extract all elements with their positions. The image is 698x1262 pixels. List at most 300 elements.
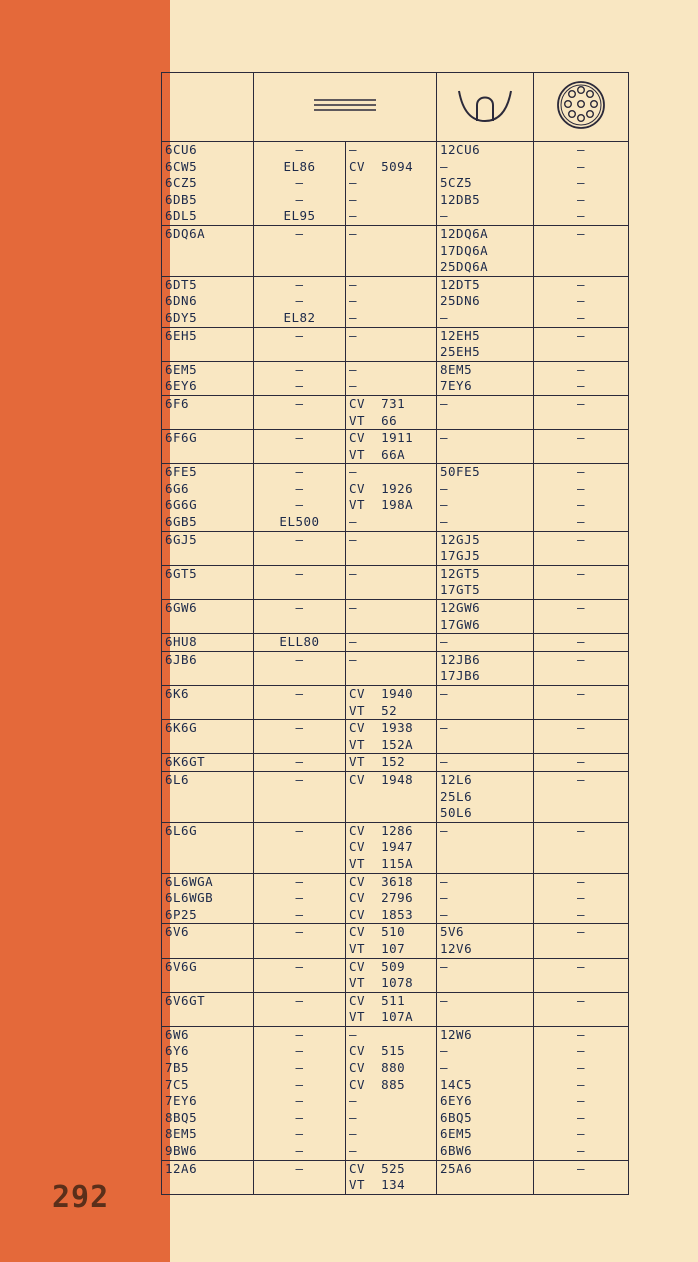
eu-equivalent-cell [254, 1026, 346, 1160]
cell-line: – [440, 208, 449, 224]
cell-line: 6L6WGB [165, 890, 214, 906]
cell-line: CV 1911 [349, 430, 414, 446]
cell-line: – [295, 225, 304, 241]
base-cell [534, 464, 629, 531]
cell-line: – [576, 309, 586, 325]
cell-line: 6L6 [165, 771, 190, 787]
cell-line: – [576, 600, 586, 616]
type-cell [162, 600, 254, 634]
cell-line: 9BW6 [165, 1143, 198, 1159]
cell-line: – [576, 158, 586, 174]
cell-line: – [295, 565, 304, 581]
cell-line: VT 152 [349, 754, 406, 770]
cell-line: – [576, 276, 586, 292]
us-equivalent-cell [437, 992, 534, 1026]
base-cell [534, 754, 629, 772]
tube-socket-icon [555, 79, 607, 131]
cell-line: – [295, 1160, 304, 1176]
table-row [162, 430, 629, 464]
cell-line: – [349, 634, 358, 650]
table-row [162, 464, 629, 531]
table-row [162, 225, 629, 276]
cell-line: – [295, 890, 304, 906]
cell-line: 6GW6 [165, 600, 198, 616]
cell-line: – [295, 600, 304, 616]
cell-line: – [576, 1043, 586, 1059]
type-cell [162, 634, 254, 652]
cell-line: – [576, 395, 586, 411]
cv-vt-cell [346, 686, 437, 720]
cell-line: 8EM5 [165, 1126, 198, 1142]
cell-line: – [576, 430, 586, 446]
cell-line: – [295, 175, 304, 191]
cell-line: 6BW6 [440, 1143, 473, 1159]
cell-line: 12JB6 [440, 651, 481, 667]
cell-line: – [295, 958, 304, 974]
cell-line: – [349, 600, 358, 616]
cell-line: – [295, 822, 304, 838]
cell-line: 6L6G [165, 822, 198, 838]
cv-vt-cell [346, 873, 437, 924]
cell-line: – [576, 175, 586, 191]
cell-line: – [295, 686, 304, 701]
cell-line: – [440, 906, 449, 922]
base-cell [534, 1026, 629, 1160]
cell-line: – [349, 651, 358, 667]
cell-line: – [576, 497, 586, 513]
base-cell [534, 720, 629, 754]
cell-line: 12DQ6A [440, 225, 489, 241]
cell-line: – [576, 142, 586, 157]
cell-line: VT 198A [349, 497, 414, 513]
cell-line: – [576, 1143, 586, 1159]
type-cell [162, 464, 254, 531]
cell-line: – [576, 906, 586, 922]
cell-line: – [295, 464, 304, 480]
cell-line: 17GJ5 [440, 548, 481, 564]
us-equivalent-cell [437, 395, 534, 429]
cell-line: 6F6 [165, 395, 190, 411]
cell-line: – [576, 327, 586, 343]
cell-line: CV 1948 [349, 771, 414, 787]
header-heater-cell [437, 73, 534, 142]
cell-line: – [576, 958, 586, 974]
cell-line: – [576, 480, 586, 496]
eu-equivalent-cell [254, 464, 346, 531]
table-row [162, 634, 629, 652]
base-cell [534, 531, 629, 565]
table-row [162, 771, 629, 822]
base-cell [534, 327, 629, 361]
table-row [162, 651, 629, 685]
cell-line: – [576, 822, 586, 838]
us-equivalent-cell [437, 686, 534, 720]
cell-line: – [576, 924, 586, 940]
cell-line: 6EM5 [165, 361, 198, 377]
cell-line: – [440, 720, 449, 736]
cell-line: 6G6G [165, 497, 198, 513]
us-equivalent-cell [437, 958, 534, 992]
cell-line: – [440, 395, 449, 411]
us-equivalent-cell [437, 873, 534, 924]
cell-line: 25A6 [440, 1160, 473, 1176]
cell-line: 5V6 [440, 924, 465, 940]
cell-line: 5CZ5 [440, 175, 473, 191]
cell-line: 25DQ6A [440, 259, 489, 275]
cell-line: VT 66A [349, 446, 406, 462]
cell-line: 7EY6 [440, 378, 473, 394]
cell-line: – [440, 686, 449, 701]
cell-line: 6Y6 [165, 1043, 190, 1059]
table-row [162, 531, 629, 565]
cv-vt-cell [346, 276, 437, 327]
type-cell [162, 1026, 254, 1160]
table-row [162, 361, 629, 395]
cell-line: – [576, 992, 586, 1008]
cell-line: – [349, 276, 358, 292]
cell-line: 17GW6 [440, 616, 481, 632]
cell-line: VT 115A [349, 855, 414, 871]
cell-line: – [440, 309, 449, 325]
cell-line: 6K6GT [165, 754, 206, 770]
type-cell [162, 430, 254, 464]
cell-line: – [295, 873, 304, 889]
cell-line: – [295, 1076, 304, 1092]
type-cell [162, 754, 254, 772]
cell-line: EL500 [279, 514, 320, 530]
cell-line: – [440, 992, 449, 1008]
base-cell [534, 958, 629, 992]
cell-line: – [295, 906, 304, 922]
base-cell [534, 430, 629, 464]
cell-line: CV 1853 [349, 906, 414, 922]
eu-equivalent-cell [254, 634, 346, 652]
type-cell [162, 924, 254, 958]
eu-equivalent-cell [254, 720, 346, 754]
cell-line: CV 510 [349, 924, 406, 940]
us-equivalent-cell [437, 276, 534, 327]
cell-line: – [576, 293, 586, 309]
cell-line: 6JB6 [165, 651, 198, 667]
eu-equivalent-cell [254, 225, 346, 276]
cell-line: CV 5094 [349, 158, 414, 174]
header-socket-cell [534, 73, 629, 142]
base-cell [534, 142, 629, 226]
cell-line: 12DB5 [440, 191, 481, 207]
cell-line: CV 880 [349, 1060, 406, 1076]
cell-line: – [440, 158, 449, 174]
cell-line: – [349, 1126, 358, 1142]
cv-vt-cell [346, 924, 437, 958]
eu-equivalent-cell [254, 327, 346, 361]
table-row [162, 142, 629, 226]
base-cell [534, 225, 629, 276]
us-equivalent-cell [437, 464, 534, 531]
table-row [162, 822, 629, 873]
cell-line: – [576, 531, 586, 547]
cell-line: VT 52 [349, 702, 398, 718]
us-equivalent-cell [437, 634, 534, 652]
cell-line: – [576, 1093, 586, 1109]
cell-line: 50L6 [440, 805, 473, 821]
cell-line: 50FE5 [440, 464, 481, 480]
cell-line: – [576, 1060, 586, 1076]
cell-line: CV 1286 [349, 822, 414, 838]
us-equivalent-cell [437, 924, 534, 958]
base-cell [534, 992, 629, 1026]
cell-line: – [349, 208, 358, 224]
cell-line: 12GW6 [440, 600, 481, 616]
cell-line: – [349, 225, 358, 241]
cell-line: – [576, 565, 586, 581]
cell-line: VT 134 [349, 1177, 406, 1193]
cell-line: – [440, 873, 449, 889]
cell-line: 6BQ5 [440, 1109, 473, 1125]
base-cell [534, 924, 629, 958]
cell-line: 6GT5 [165, 565, 198, 581]
cell-line: CV 511 [349, 992, 406, 1008]
us-equivalent-cell [437, 225, 534, 276]
cell-line: – [295, 1093, 304, 1109]
table-row [162, 276, 629, 327]
us-equivalent-cell [437, 600, 534, 634]
table-row [162, 873, 629, 924]
cell-line: – [349, 378, 358, 394]
cell-line: – [440, 890, 449, 906]
cv-vt-cell [346, 600, 437, 634]
cell-line: 12V6 [440, 940, 473, 956]
cell-line: – [576, 873, 586, 889]
type-cell [162, 531, 254, 565]
eu-equivalent-cell [254, 395, 346, 429]
eu-equivalent-cell [254, 992, 346, 1026]
cell-line: EL82 [283, 309, 316, 325]
type-cell [162, 1160, 254, 1194]
us-equivalent-cell [437, 565, 534, 599]
tube-heater-icon [455, 83, 515, 127]
eu-equivalent-cell [254, 565, 346, 599]
cv-vt-cell [346, 1026, 437, 1160]
cell-line: CV 2796 [349, 890, 414, 906]
cell-line: – [349, 514, 358, 530]
cv-vt-cell [346, 361, 437, 395]
cell-line: – [576, 1026, 586, 1042]
table-row [162, 1026, 629, 1160]
cell-line: – [349, 1026, 358, 1042]
cv-vt-cell [346, 958, 437, 992]
cell-line: 6V6G [165, 958, 198, 974]
us-equivalent-cell [437, 1026, 534, 1160]
cell-line: – [349, 293, 358, 309]
cell-line: 7C5 [165, 1076, 190, 1092]
type-cell [162, 720, 254, 754]
cell-line: – [576, 634, 586, 650]
base-cell [534, 361, 629, 395]
cell-line: 17JB6 [440, 668, 481, 684]
cell-line: – [295, 924, 304, 940]
cell-line: CV 1926 [349, 480, 414, 496]
type-cell [162, 958, 254, 992]
us-equivalent-cell [437, 822, 534, 873]
cell-line: – [349, 1143, 358, 1159]
table-row [162, 327, 629, 361]
eu-equivalent-cell [254, 924, 346, 958]
cell-line: 14C5 [440, 1076, 473, 1092]
base-cell [534, 1160, 629, 1194]
cell-line: – [349, 1093, 358, 1109]
base-cell [534, 651, 629, 685]
cell-line: CV 509 [349, 958, 406, 974]
cell-line: 6EY6 [165, 378, 198, 394]
table-row [162, 1160, 629, 1194]
type-cell [162, 276, 254, 327]
cell-line: – [295, 1026, 304, 1042]
cell-line: – [576, 771, 586, 787]
base-cell [534, 873, 629, 924]
type-cell [162, 395, 254, 429]
cell-line: 6V6 [165, 924, 190, 940]
type-cell [162, 771, 254, 822]
eu-equivalent-cell [254, 754, 346, 772]
cell-line: – [576, 720, 586, 736]
cell-line: 17GT5 [440, 582, 481, 598]
cell-line: – [440, 480, 449, 496]
cell-line: – [576, 1160, 586, 1176]
cell-line: – [576, 686, 586, 701]
cell-line: VT 107A [349, 1009, 414, 1025]
us-equivalent-cell [437, 1160, 534, 1194]
type-cell [162, 822, 254, 873]
cell-line: – [576, 514, 586, 530]
eu-equivalent-cell [254, 873, 346, 924]
cell-line: – [349, 309, 358, 325]
eu-equivalent-cell [254, 531, 346, 565]
cell-line: – [295, 1043, 304, 1059]
cell-line: 6G6 [165, 480, 190, 496]
us-equivalent-cell [437, 430, 534, 464]
cell-line: – [349, 175, 358, 191]
cell-line: – [295, 754, 304, 770]
cell-line: 6V6GT [165, 992, 206, 1008]
cell-line: EL95 [283, 208, 316, 224]
cell-line: – [440, 514, 449, 530]
cell-line: 6K6G [165, 720, 198, 736]
cv-vt-cell [346, 992, 437, 1026]
us-equivalent-cell [437, 327, 534, 361]
cell-line: – [576, 208, 586, 224]
cell-line: 6W6 [165, 1026, 190, 1042]
us-equivalent-cell [437, 361, 534, 395]
cell-line: – [295, 1126, 304, 1142]
cell-line: – [576, 1126, 586, 1142]
table-row [162, 565, 629, 599]
cell-line: – [576, 1076, 586, 1092]
cell-line: 6DN6 [165, 293, 198, 309]
cell-line: 6DT5 [165, 276, 198, 292]
cell-line: – [576, 754, 586, 770]
cv-vt-cell [346, 327, 437, 361]
cell-line: 6DL5 [165, 208, 198, 224]
cell-line: – [349, 1109, 358, 1125]
cell-line: – [295, 497, 304, 513]
base-cell [534, 600, 629, 634]
base-cell [534, 771, 629, 822]
eu-equivalent-cell [254, 600, 346, 634]
eu-equivalent-cell [254, 361, 346, 395]
type-cell [162, 142, 254, 226]
cv-vt-cell [346, 531, 437, 565]
base-cell [534, 822, 629, 873]
cell-line: – [440, 1060, 449, 1076]
cv-vt-cell [346, 142, 437, 226]
cv-vt-cell [346, 464, 437, 531]
cell-line: 25L6 [440, 788, 473, 804]
cell-line: VT 152A [349, 736, 414, 752]
cell-line: CV 731 [349, 395, 406, 411]
cv-vt-cell [346, 565, 437, 599]
cell-line: – [349, 565, 358, 581]
cell-line: 12GJ5 [440, 531, 481, 547]
cell-line: EL86 [283, 158, 316, 174]
cell-line: – [349, 361, 358, 377]
cell-line: – [295, 480, 304, 496]
cell-line: – [295, 361, 304, 377]
type-cell [162, 565, 254, 599]
cell-line: – [440, 822, 449, 838]
eu-equivalent-cell [254, 958, 346, 992]
cell-line: 6DB5 [165, 191, 198, 207]
cell-line: – [576, 464, 586, 480]
cell-line: – [295, 378, 304, 394]
cell-line: – [440, 958, 449, 974]
cell-line: CV 1938 [349, 720, 414, 736]
cell-line: 6L6WGA [165, 873, 214, 889]
cell-line: – [440, 430, 449, 446]
cell-line: – [440, 754, 449, 770]
cell-line: 6DY5 [165, 309, 198, 325]
cell-line: – [440, 497, 449, 513]
cell-line: – [349, 464, 358, 480]
eu-equivalent-cell [254, 686, 346, 720]
cv-vt-cell [346, 754, 437, 772]
cell-line: – [349, 531, 358, 547]
cell-line: – [295, 720, 304, 736]
cell-line: – [295, 430, 304, 446]
equivalent-lines-icon [310, 95, 380, 115]
cv-vt-cell [346, 822, 437, 873]
cell-line: 6FE5 [165, 464, 198, 480]
eu-equivalent-cell [254, 771, 346, 822]
cell-line: 6DQ6A [165, 225, 206, 241]
cell-line: VT 66 [349, 412, 398, 428]
cell-line: 17DQ6A [440, 242, 489, 258]
cv-vt-cell [346, 771, 437, 822]
cv-vt-cell [346, 1160, 437, 1194]
table-row [162, 992, 629, 1026]
cell-line: 6P25 [165, 906, 198, 922]
cell-line: – [440, 1043, 449, 1059]
cell-line: 12DT5 [440, 276, 481, 292]
cell-line: – [295, 276, 304, 292]
cv-vt-cell [346, 225, 437, 276]
cell-line: 6CW5 [165, 158, 198, 174]
cell-line: 6GB5 [165, 514, 198, 530]
cell-line: ELL80 [279, 634, 320, 650]
cell-line: – [295, 1143, 304, 1159]
table-header [162, 73, 629, 142]
base-cell [534, 565, 629, 599]
type-cell [162, 361, 254, 395]
